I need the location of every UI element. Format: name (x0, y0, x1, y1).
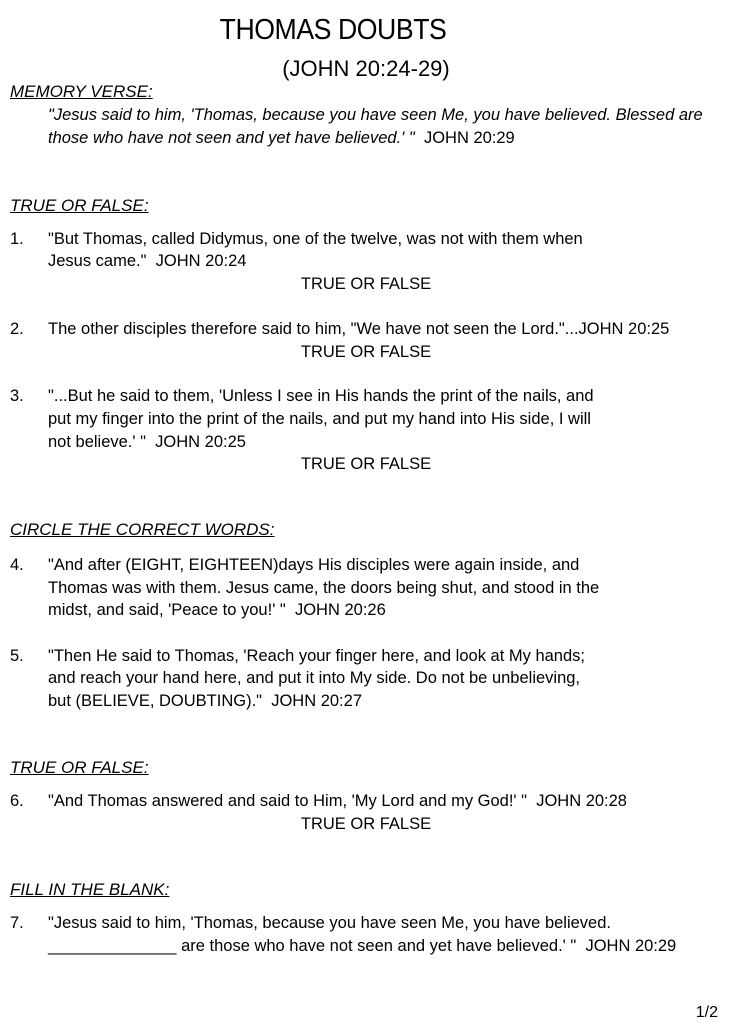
memory-verse-line1: "Jesus said to him, 'Thomas, because you have seen Me, you have believed. Blessed are (48, 106, 703, 124)
section-true-false-1: TRUE OR FALSE: (10, 196, 149, 215)
question-number: 7. (10, 914, 24, 932)
page-subtitle: (JOHN 20:24-29) (282, 56, 450, 81)
q2-true-or-false: TRUE OR FALSE (300, 343, 432, 361)
q5-sep: , (149, 692, 159, 710)
q4-post: )days His disciples were again inside, and (273, 556, 580, 574)
q4-option-eighteen: EIGHTEEN (188, 556, 274, 574)
q7-text: are those who have not seen and yet have believed.' " (176, 937, 577, 955)
q3-true-or-false: TRUE OR FALSE (300, 455, 432, 473)
q1-text: Jesus came." (48, 252, 147, 270)
q3-line2: put my finger into the print of the nails, and put my hand into His side, I will (48, 410, 591, 428)
q3-line1: "...But he said to them, 'Unless I see in His hands the print of the nails, and (48, 387, 594, 405)
memory-verse-text: those who have not seen and yet have believed.' " (48, 129, 415, 147)
q4-text: midst, and said, 'Peace to you!' " (48, 601, 286, 619)
q7-line1: "Jesus said to him, 'Thomas, because you have seen Me, you have believed. (48, 914, 611, 932)
q5-pre: but ( (48, 692, 82, 710)
q6-ref: JOHN 20:28 (536, 792, 627, 810)
q5-line3 (48, 692, 362, 711)
memory-verse-heading: MEMORY VERSE: (10, 82, 153, 101)
q5-option-doubting: DOUBTING (159, 692, 247, 710)
q5-option-believe: BELIEVE (81, 692, 150, 710)
q6-text: "And Thomas answered and said to Him, 'My Lord and my God!' " (48, 792, 528, 810)
q3-line3 (48, 433, 246, 452)
memory-verse-line2 (48, 129, 515, 148)
section-fill-blank: FILL IN THE BLANK: (10, 880, 170, 899)
q2-ref: JOHN 20:25 (578, 320, 670, 338)
q4-line1 (48, 556, 579, 575)
q6-line1 (48, 792, 627, 811)
section-true-false-2: TRUE OR FALSE: (10, 758, 149, 777)
memory-verse-ref: JOHN 20:29 (423, 129, 515, 147)
q5-line2: and reach your hand here, and put it into My side. Do not be unbelieving, (48, 669, 581, 687)
q4-sep: , (179, 556, 189, 574)
q1-line2 (48, 252, 246, 271)
q5-line1: "Then He said to Thomas, 'Reach your finger here, and look at My hands; (48, 647, 585, 665)
q5-ref: JOHN 20:27 (271, 692, 362, 710)
q4-option-eight: EIGHT (130, 556, 180, 574)
question-number: 3. (10, 387, 24, 405)
q7-line2 (48, 937, 676, 956)
q5-post: )." (246, 692, 263, 710)
question-number: 6. (10, 792, 24, 810)
q4-pre: "And after ( (48, 556, 131, 574)
question-number: 4. (10, 556, 24, 574)
page-title: THOMAS DOUBTS (219, 14, 447, 46)
q3-ref: JOHN 20:25 (155, 433, 246, 451)
q7-blank: ______________ (48, 937, 177, 955)
q1-true-or-false: TRUE OR FALSE (300, 275, 432, 293)
q1-ref: JOHN 20:24 (155, 252, 247, 270)
q4-line2: Thomas was with them. Jesus came, the doors being shut, and stood in the (48, 579, 600, 597)
q1-line1: "But Thomas, called Didymus, one of the twelve, was not with them when (48, 230, 583, 248)
question-number: 2. (10, 320, 24, 338)
question-number: 1. (10, 230, 24, 248)
question-number: 5. (10, 647, 24, 665)
q4-ref: JOHN 20:26 (294, 601, 386, 619)
q4-line3 (48, 601, 386, 620)
q3-text: not believe.' " (48, 433, 146, 451)
q2-text: The other disciples therefore said to him, "We have not seen the Lord."... (48, 320, 579, 338)
q2-line1 (48, 320, 669, 339)
q6-true-or-false: TRUE OR FALSE (300, 815, 432, 833)
q7-ref: JOHN 20:29 (585, 937, 677, 955)
section-circle-words: CIRCLE THE CORRECT WORDS: (10, 520, 275, 539)
page-number: 1/2 (695, 1004, 718, 1021)
